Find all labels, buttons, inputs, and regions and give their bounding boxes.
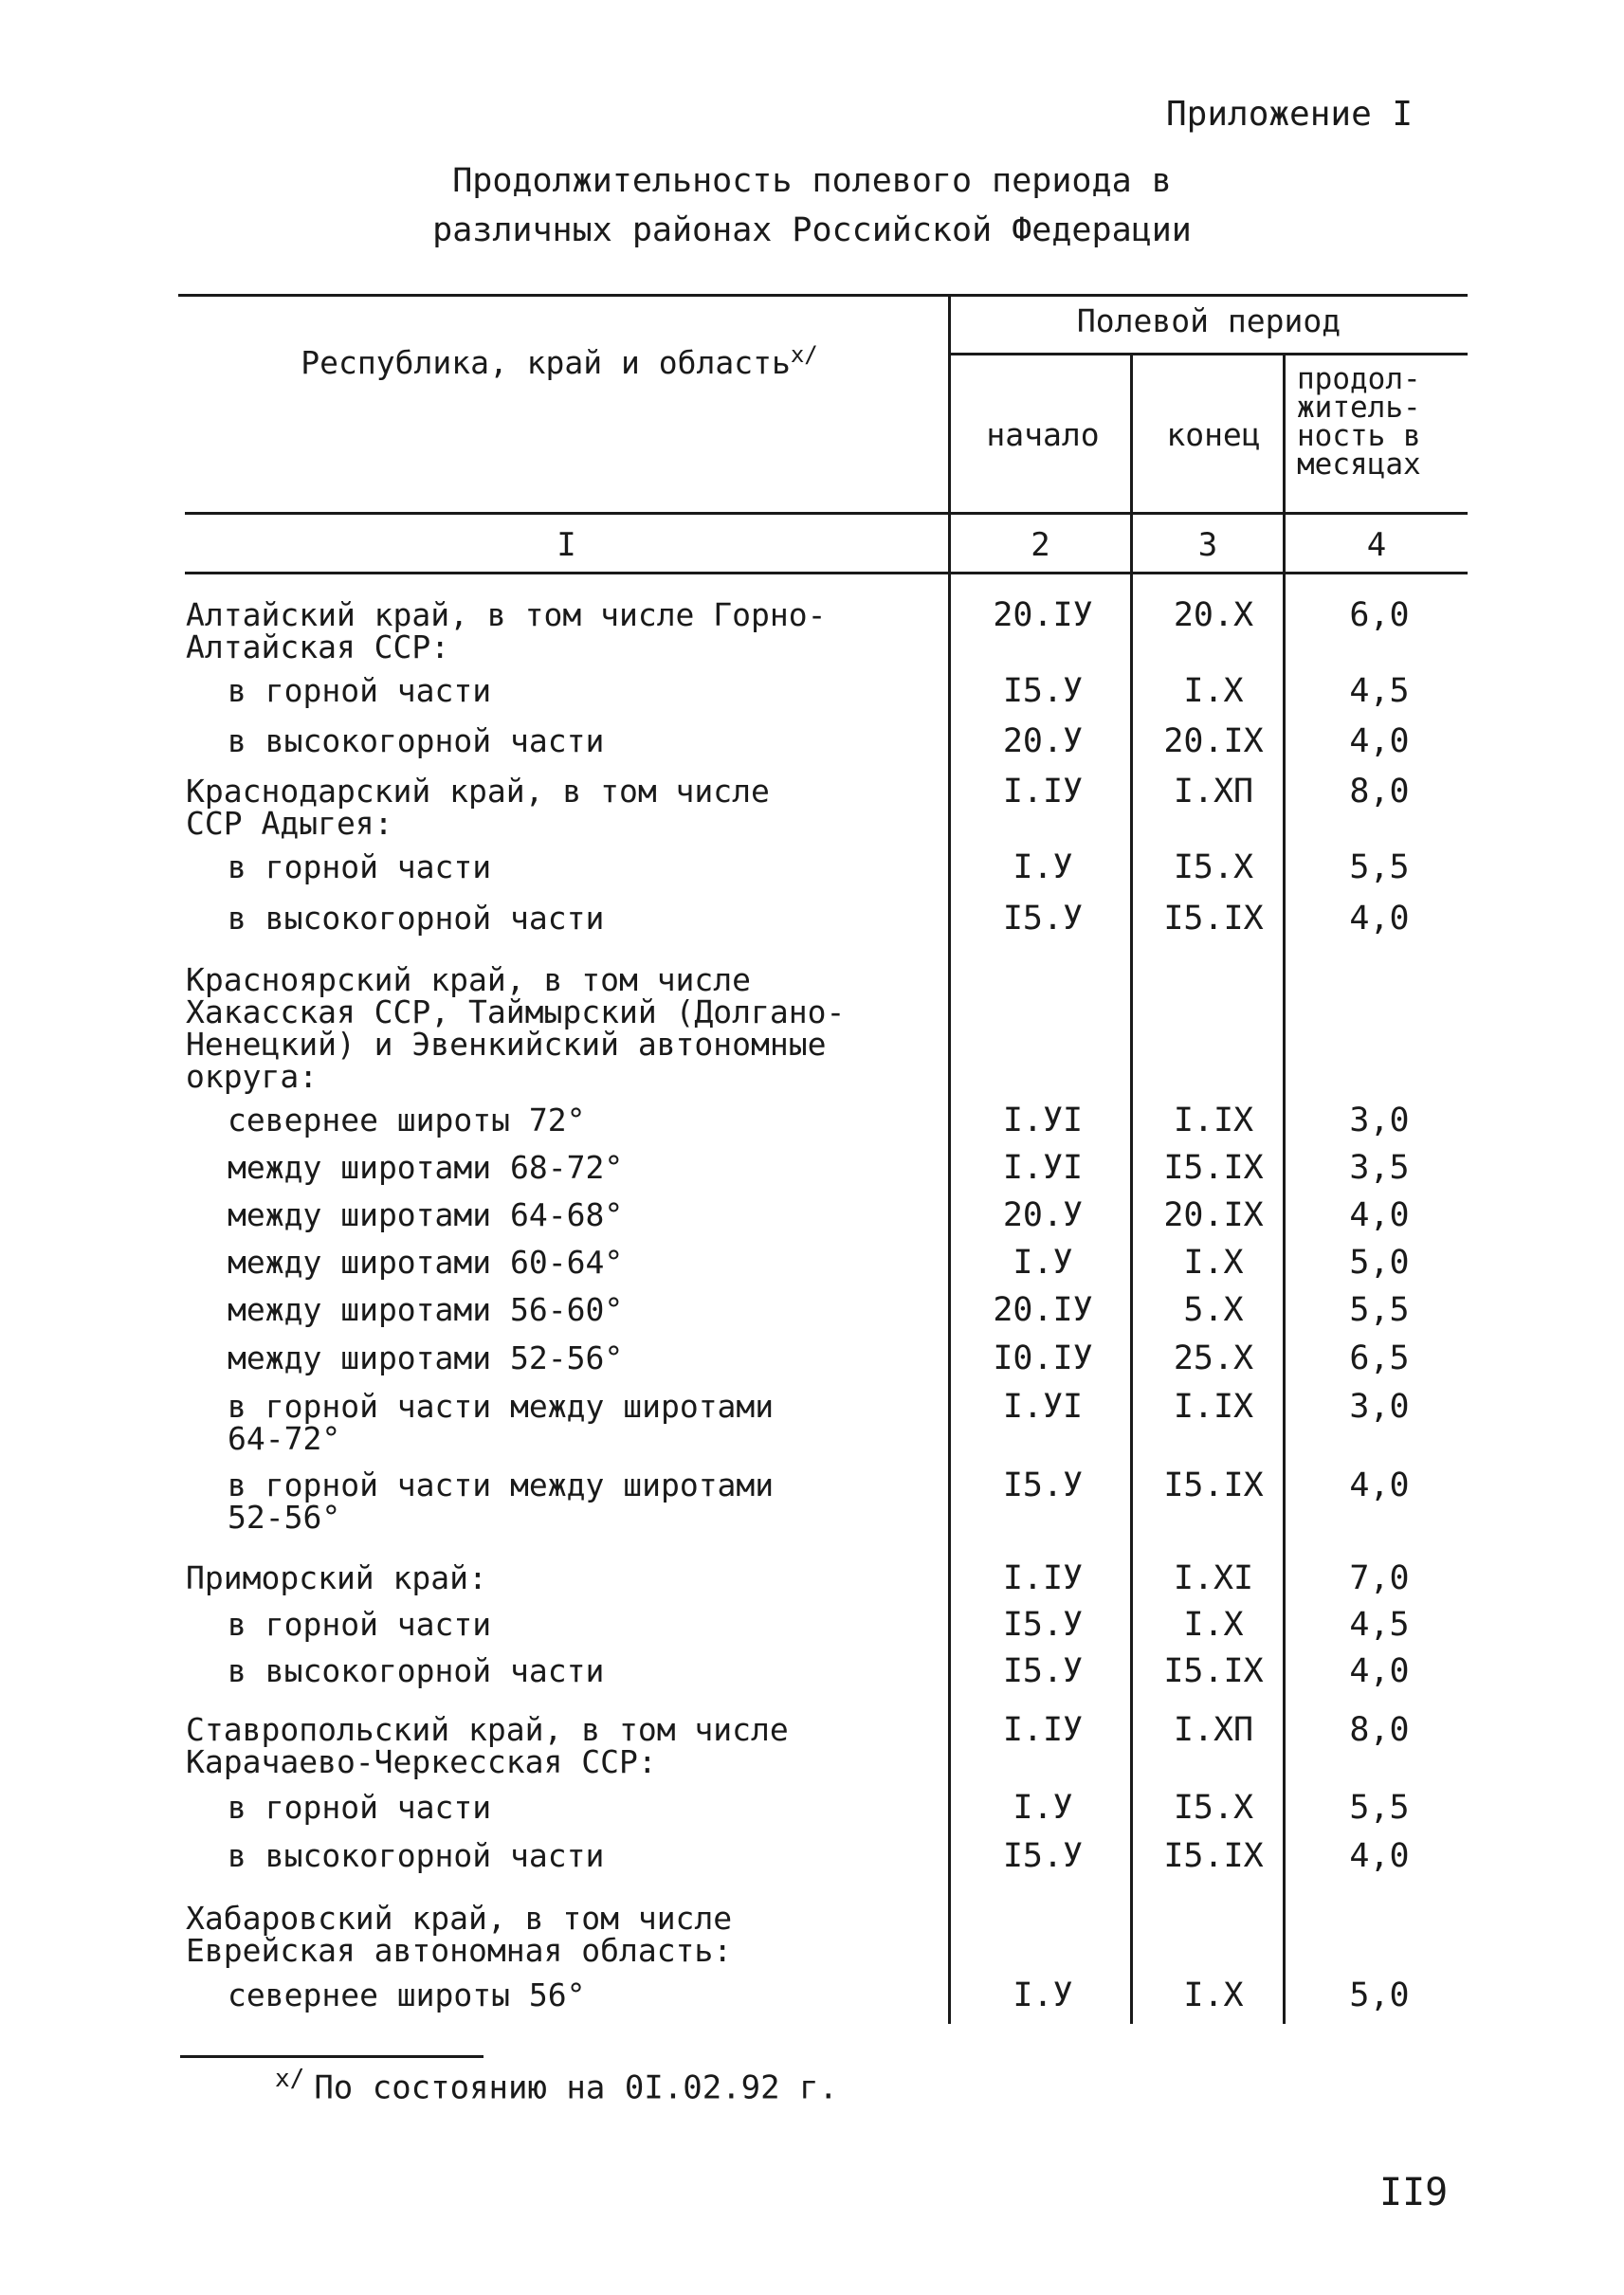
region-cell: между широтами 56-60° (228, 1291, 624, 1328)
end-cell: I.XП (1173, 773, 1254, 811)
end-cell: 20.X (1173, 596, 1254, 634)
end-cell: I.IX (1173, 1102, 1254, 1139)
column-number-3: 3 (1197, 526, 1218, 564)
column-number-4: 4 (1366, 526, 1387, 564)
start-cell: I.У (1013, 1244, 1073, 1282)
end-cell: I5.IX (1163, 1652, 1264, 1690)
duration-cell: 4,5 (1349, 672, 1410, 710)
end-cell: 20.IX (1163, 1196, 1264, 1234)
start-cell: I.IУ (1002, 773, 1084, 811)
end-cell: I5.X (1173, 848, 1254, 886)
region-cell: в горной части (228, 1606, 492, 1643)
header-bottom-rule (185, 512, 1468, 515)
field-period-rule (948, 353, 1468, 355)
duration-cell: 5,0 (1349, 1244, 1410, 1282)
duration-cell: 8,0 (1349, 1711, 1410, 1749)
duration-cell: 6,0 (1349, 596, 1410, 634)
footnote-rule (180, 2055, 484, 2058)
duration-cell: 4,0 (1349, 1652, 1410, 1690)
start-cell: I5.У (1002, 1466, 1084, 1504)
region-cell: в горной части (228, 1789, 492, 1826)
region-cell: Хабаровский край, в том числе Еврейская автономная область: (186, 1900, 733, 1969)
start-cell: I.УI (1002, 1102, 1084, 1139)
column-number-rule (185, 572, 1468, 574)
region-cell: в горной части (228, 848, 492, 885)
start-cell: I.У (1013, 1789, 1073, 1827)
duration-cell: 4,0 (1349, 900, 1410, 938)
duration-cell: 4,0 (1349, 1837, 1410, 1875)
start-cell: I.IУ (1002, 1711, 1084, 1749)
region-cell: Ставропольский край, в том числе Карачаево-Черкесская ССР: (186, 1711, 789, 1780)
end-cell: I.XI (1173, 1559, 1254, 1597)
document-title-line-2: различных районах Российской Федерации (432, 211, 1192, 249)
end-cell: I.IX (1173, 1388, 1254, 1426)
end-cell: I.X (1183, 1244, 1244, 1282)
duration-cell: 5,0 (1349, 1976, 1410, 2014)
end-cell: I5.IX (1163, 1149, 1264, 1187)
region-cell: Красноярский край, в том числе Хакасская ССР, Таймырский (Долгано- Ненецкий) и Эвенкийский автономные округа: (186, 961, 846, 1095)
region-cell: Приморский край: (186, 1559, 487, 1596)
start-cell: I0.IУ (993, 1339, 1093, 1377)
start-cell: I5.У (1002, 1652, 1084, 1690)
region-cell: в высокогорной части (228, 1652, 605, 1689)
appendix-label: Приложение I (1166, 95, 1414, 134)
start-cell: 20.У (1002, 1196, 1084, 1234)
start-cell: I5.У (1002, 1837, 1084, 1875)
end-cell: I5.IX (1163, 1837, 1264, 1875)
start-cell: I.У (1013, 848, 1073, 886)
column-header-start: начало (986, 416, 1100, 453)
region-cell: между широтами 64-68° (228, 1196, 624, 1233)
region-cell: Алтайский край, в том числе Горно- Алтайская ССР: (186, 596, 827, 665)
end-cell: 20.IX (1163, 722, 1264, 760)
start-cell: I.УI (1002, 1149, 1084, 1187)
region-cell: между широтами 68-72° (228, 1149, 624, 1186)
region-cell: между широтами 60-64° (228, 1244, 624, 1281)
start-cell: 20.У (1002, 722, 1084, 760)
region-cell: в горной части (228, 672, 492, 709)
region-cell: в высокогорной части (228, 722, 605, 759)
duration-cell: 7,0 (1349, 1559, 1410, 1597)
start-cell: I.У (1013, 1976, 1073, 2014)
column-number-2: 2 (1031, 526, 1050, 564)
table-top-rule (178, 294, 1468, 297)
duration-cell: 4,0 (1349, 722, 1410, 760)
duration-cell: 4,0 (1349, 1196, 1410, 1234)
region-cell: в горной части между широтами 64-72° (228, 1388, 775, 1457)
column-header-duration: продол- житель- ность в месяцах (1297, 362, 1421, 482)
end-cell: I.X (1183, 1976, 1244, 2014)
duration-cell: 4,0 (1349, 1466, 1410, 1504)
end-cell: I5.IX (1163, 900, 1264, 938)
document-title-line-1: Продолжительность полевого периода в (452, 162, 1172, 200)
start-cell: 20.IУ (993, 596, 1093, 634)
column-header-end: конец (1166, 416, 1261, 453)
region-cell: в высокогорной части (228, 900, 605, 937)
column-divider-2 (1130, 353, 1133, 2024)
duration-cell: 8,0 (1349, 773, 1410, 811)
region-cell: севернее широты 56° (228, 1976, 586, 2013)
start-cell: I5.У (1002, 900, 1084, 938)
start-cell: I5.У (1002, 672, 1084, 710)
end-cell: I.X (1183, 1606, 1244, 1644)
column-number-1: I (557, 526, 576, 564)
region-cell: в высокогорной части (228, 1837, 605, 1874)
page-number: II9 (1379, 2171, 1449, 2214)
column-header-field-period: Полевой период (1076, 302, 1341, 339)
start-cell: I5.У (1002, 1606, 1084, 1644)
end-cell: I5.X (1173, 1789, 1254, 1827)
end-cell: 5.X (1183, 1291, 1244, 1329)
duration-cell: 6,5 (1349, 1339, 1410, 1377)
start-cell: 20.IУ (993, 1291, 1093, 1329)
start-cell: I.IУ (1002, 1559, 1084, 1597)
duration-cell: 5,5 (1349, 848, 1410, 886)
duration-cell: 5,5 (1349, 1291, 1410, 1329)
end-cell: I5.IX (1163, 1466, 1264, 1504)
end-cell: I.XП (1173, 1711, 1254, 1749)
duration-cell: 3,0 (1349, 1102, 1410, 1139)
column-header-region (180, 337, 939, 381)
footnote-mark: x/ (275, 2065, 305, 2093)
duration-cell: 5,5 (1349, 1789, 1410, 1827)
region-cell: севернее широты 72° (228, 1102, 586, 1138)
duration-cell: 3,0 (1349, 1388, 1410, 1426)
column-header-region-text: Республика, край и область (301, 344, 791, 381)
column-header-footnote-mark: x/ (790, 341, 818, 368)
footnote-text: По состоянию на 0I.02.92 г. (314, 2068, 838, 2107)
start-cell: I.УI (1002, 1388, 1084, 1426)
region-cell: между широтами 52-56° (228, 1339, 624, 1376)
end-cell: 25.X (1173, 1339, 1254, 1377)
duration-cell: 4,5 (1349, 1606, 1410, 1644)
region-cell: в горной части между широтами 52-56° (228, 1466, 775, 1536)
end-cell: I.X (1183, 672, 1244, 710)
region-cell: Краснодарский край, в том числе ССР Адыгея: (186, 773, 770, 842)
footnote (275, 2065, 838, 2106)
duration-cell: 3,5 (1349, 1149, 1410, 1187)
